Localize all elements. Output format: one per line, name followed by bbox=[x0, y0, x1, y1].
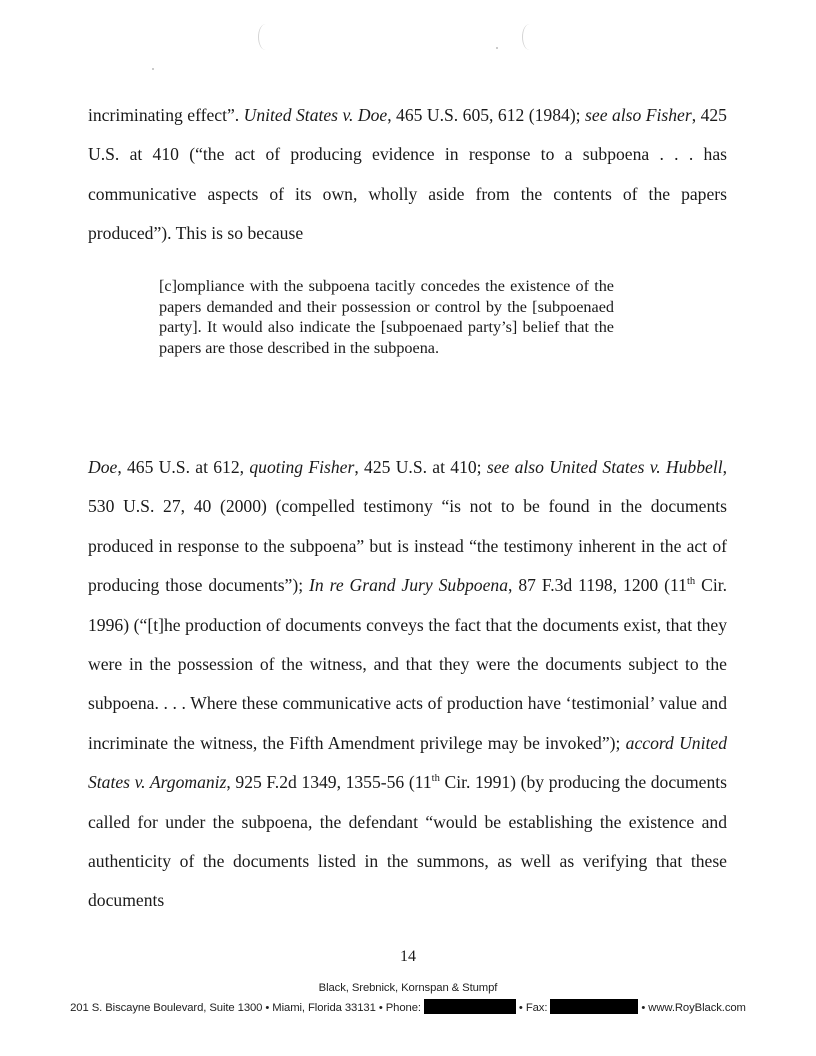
case-citation: quoting Fisher bbox=[249, 457, 355, 477]
case-citation: see also United States v. Hubbell bbox=[486, 457, 723, 477]
block-quote: [c]ompliance with the subpoena tacitly concedes the existence of the papers demanded and their possession or control by the [subpoenaed party]. It would also indicate the [subpoenaed party’s] belief that the papers are those described in the subpoena. bbox=[159, 277, 614, 357]
scan-artifact bbox=[522, 24, 537, 50]
scan-speck bbox=[496, 47, 498, 49]
page-number: 14 bbox=[400, 948, 416, 965]
signal-phrase: see also bbox=[585, 105, 642, 125]
footer-firm-name: Black, Srebnick, Kornspan & Stumpf bbox=[318, 982, 498, 994]
footer-website: • www.RoyBlack.com bbox=[641, 1002, 746, 1014]
footer-fax-label: • Fax: bbox=[518, 1002, 548, 1014]
paragraph-1: incriminating effect”. United States v. Doe, 465 U.S. 605, 612 (1984); see also Fisher, 425 U.S. at 410 (“the act of producing evidence in response to a subpoena . . . has communicative aspects of its own, wholly aside from the contents of the papers produced”). This is so because bbox=[88, 105, 727, 244]
case-citation: In re Grand Jury Subpoena bbox=[309, 575, 509, 596]
case-citation: Fisher bbox=[645, 105, 692, 125]
scan-artifact bbox=[258, 24, 273, 50]
case-citation: Doe bbox=[88, 457, 118, 477]
paragraph-2: Doe, 465 U.S. at 612, quoting Fisher, 425 U.S. at 410; see also United States v. Hubbell, 530 U.S. 27, 40 (2000) (compelled testimony “is not to be found in the documents produced in response to the subpoena” but is instead “the testimony inherent in the act of producing those documents”); In re Grand Jury Subpoena, 87 F.3d 1198, 1200 (11th Cir. 1996) (“[t]he production of documents conveys the fact that the documents exist, that they were in the possession of the witness, and that they were the documents subject to the subpoena. . . . Where these communicative acts of production have ‘testimonial’ value and incriminate the witness, the Fifth Amendment privilege may be invoked”); accord United States v. Argomaniz, 925 F.2d 1349, 1355-56 (11th Cir. 1991) (by producing the documents called for under the subpoena, the defendant “would be establishing the existence and authenticity of the documents listed in the summons, as well as verifying that these documents bbox=[88, 457, 728, 911]
case-citation: accord United States v. Argomaniz bbox=[88, 732, 727, 793]
case-citation: United States v. Doe bbox=[243, 105, 388, 125]
redacted-phone bbox=[424, 999, 516, 1014]
footer-address: 201 S. Biscayne Boulevard, Suite 1300 • Miami, Florida 33131 • Phone: bbox=[70, 1002, 421, 1014]
scan-speck bbox=[152, 68, 154, 70]
redacted-fax bbox=[550, 999, 638, 1014]
footer-address-line bbox=[0, 999, 816, 1014]
